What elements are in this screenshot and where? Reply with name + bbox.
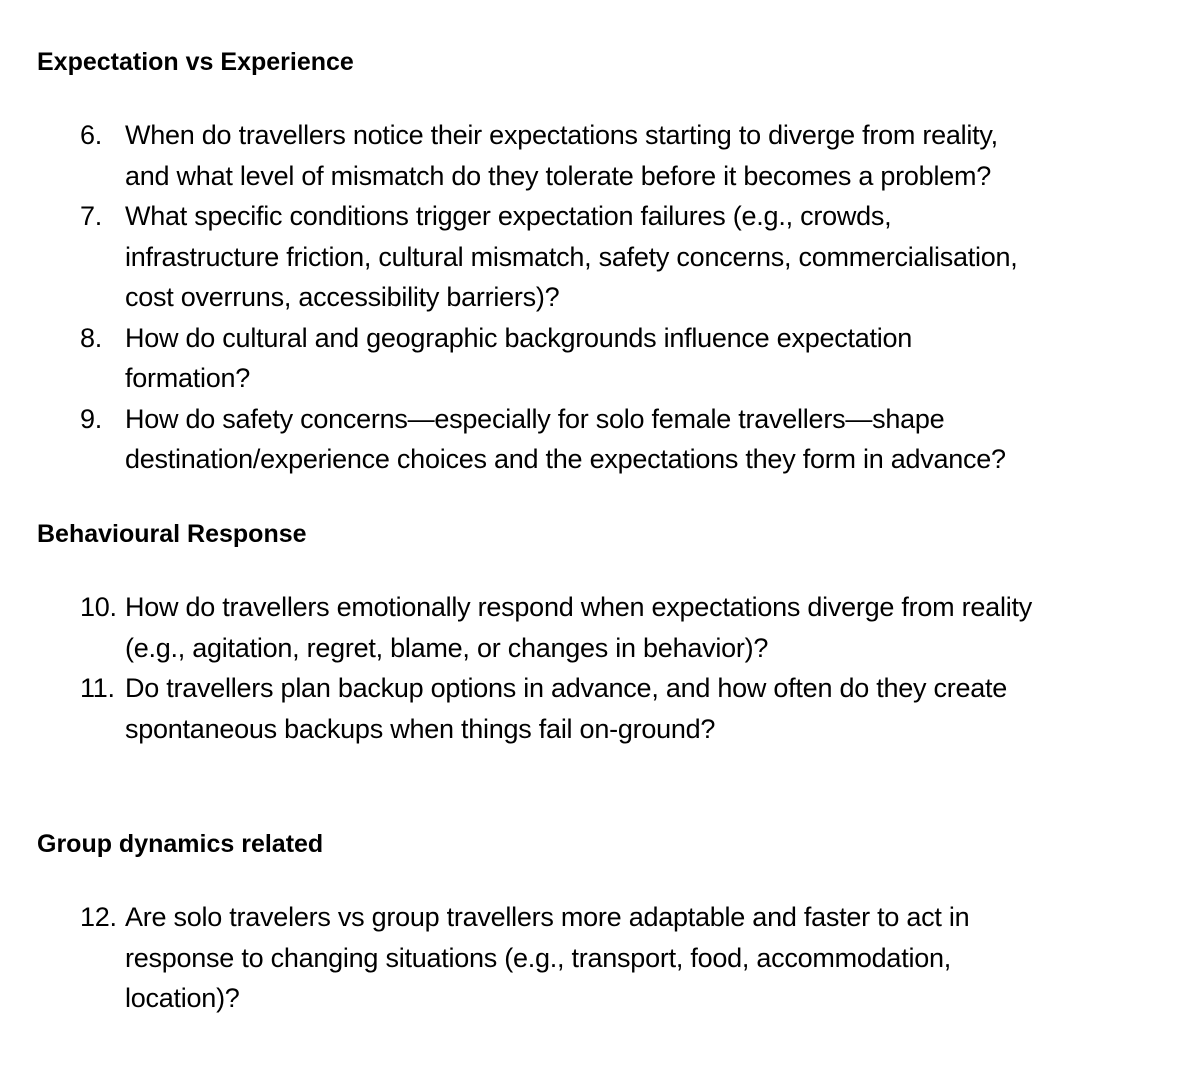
question-text-line: and what level of mismatch do they tolerate before it becomes a problem?	[125, 160, 991, 191]
question-text-line: location)?	[125, 983, 240, 1013]
question-list-expectation	[0, 115, 1186, 480]
question-number: 8.	[80, 322, 103, 353]
question-number: 7.	[80, 201, 103, 231]
question-text-line: (e.g., agitation, regret, blame, or changes in behavior)?	[125, 632, 769, 663]
question-number: 9.	[80, 403, 103, 434]
question-text-line: destination/experience choices and the expectations they form in advance?	[125, 444, 1006, 474]
question-text-line: infrastructure friction, cultural mismatch, safety concerns, commercialisation,	[125, 241, 1018, 272]
question-text-line: When do travellers notice their expectations starting to diverge from reality,	[125, 120, 998, 150]
question-text-line: What specific conditions trigger expectation failures (e.g., crowds,	[125, 201, 892, 231]
section-heading-behavioural-response: Behavioural Response	[37, 520, 307, 548]
question-item-6	[0, 115, 1186, 196]
question-text-line: spontaneous backups when things fail on-ground?	[125, 713, 716, 744]
question-number: 12.	[80, 902, 117, 932]
question-item-8	[0, 318, 1186, 399]
question-item-10	[0, 587, 1186, 668]
question-text-line: response to changing situations (e.g., transport, food, accommodation,	[125, 942, 951, 973]
question-item-9	[0, 399, 1186, 480]
question-item-7	[0, 196, 1186, 318]
question-text-line: Do travellers plan backup options in advance, and how often do they create	[125, 673, 1008, 703]
question-text-line: cost overruns, accessibility barriers)?	[125, 282, 560, 312]
question-list-group-dynamics	[0, 897, 1186, 1019]
question-text-line: Are solo travelers vs group travellers more adaptable and faster to act in	[125, 902, 970, 932]
question-number: 6.	[80, 120, 103, 150]
question-text-line: How do cultural and geographic backgrounds influence expectation	[125, 322, 913, 353]
question-number: 10.	[80, 592, 117, 622]
question-item-11	[0, 668, 1186, 749]
question-number: 11.	[80, 673, 115, 703]
section-heading-group-dynamics: Group dynamics related	[37, 830, 324, 858]
question-item-12	[0, 897, 1186, 1019]
question-text-line: How do travellers emotionally respond when expectations diverge from reality	[125, 592, 1032, 622]
question-text-line: How do safety concerns—especially for solo female travellers—shape	[125, 403, 945, 434]
question-text-line: formation?	[125, 363, 251, 393]
section-heading-expectation-vs-experience: Expectation vs Experience	[37, 48, 354, 76]
question-list-behavioural	[0, 587, 1186, 749]
